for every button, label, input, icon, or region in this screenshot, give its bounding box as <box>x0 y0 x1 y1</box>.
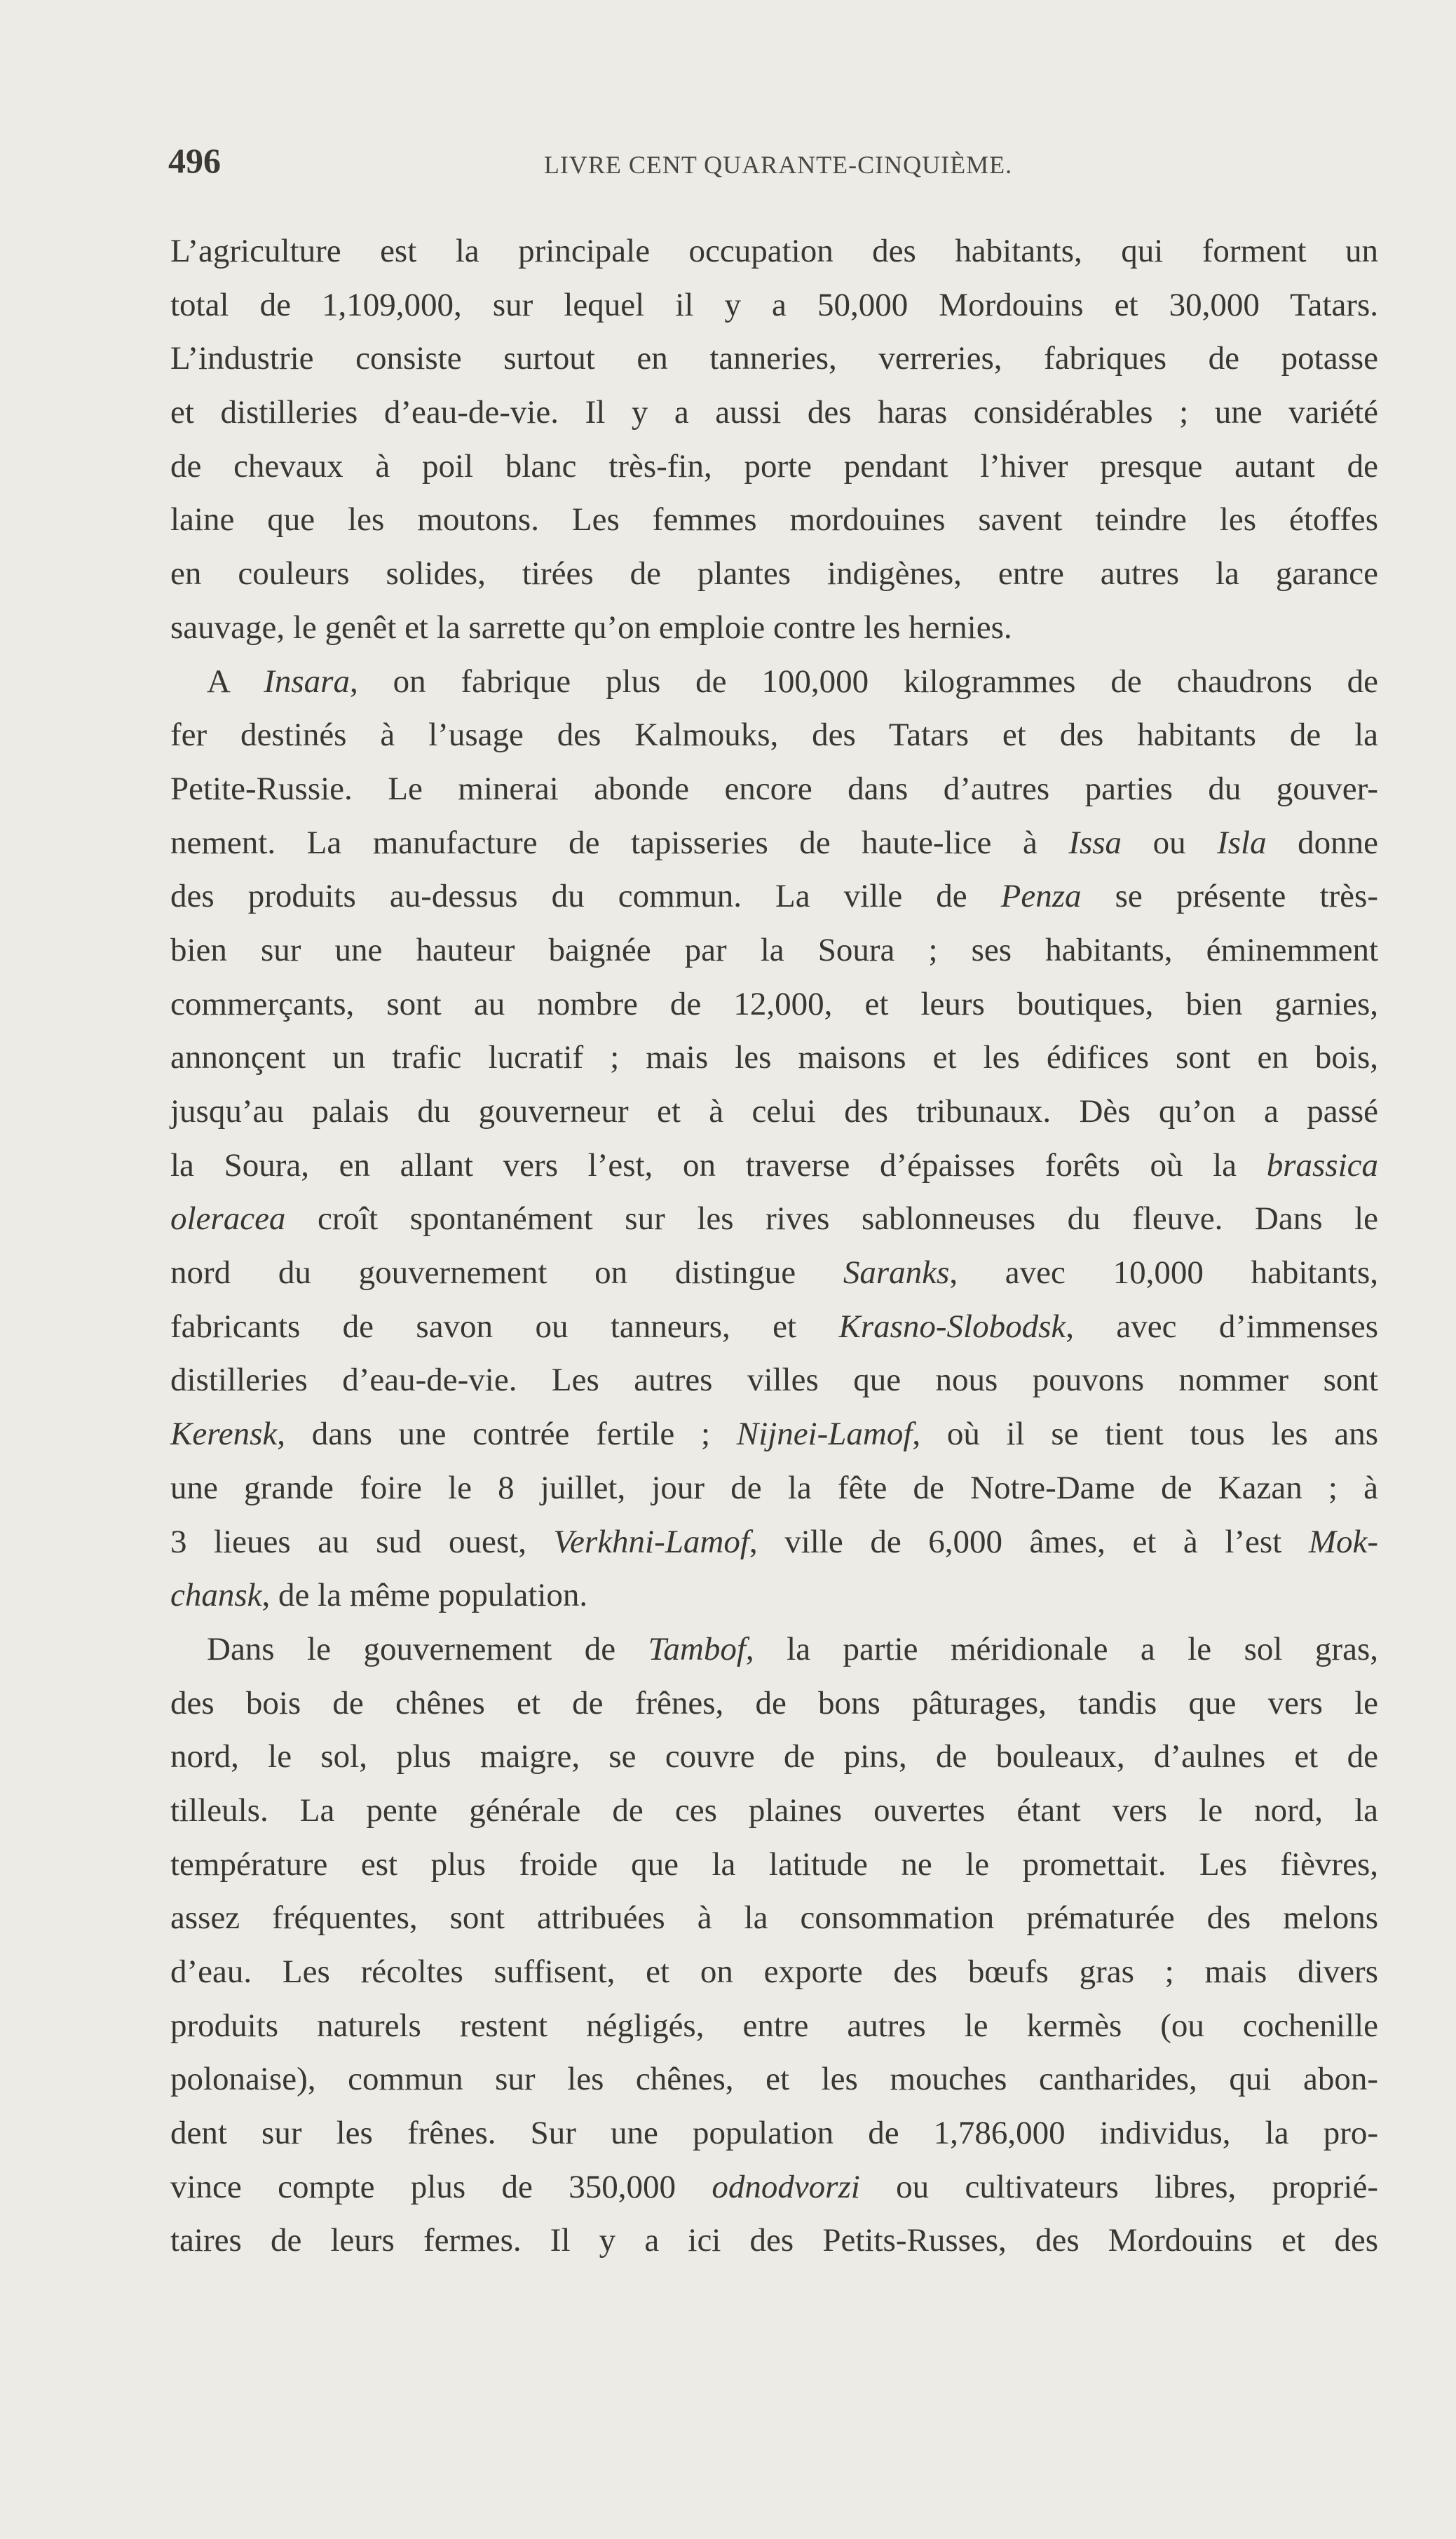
text-line <box>170 1784 1378 1838</box>
text-line <box>170 2160 1378 2214</box>
text-line <box>170 1031 1378 1085</box>
text-line <box>170 1407 1378 1461</box>
running-title: LIVRE CENT QUARANTE-CINQUIÈME. <box>543 151 1013 179</box>
text-segment: fer destinés à l’usage des Kalmouks, des Tatars et des habitants de la <box>170 717 1378 754</box>
text-segment: sauvage, le genêt et la sarrette qu’on emploie contre les hernies. <box>170 609 1012 646</box>
text-segment: température est plus froide que la latitude ne le promettait. Les fièvres, <box>170 1846 1378 1883</box>
text-segment: 3 lieues au sud ouest, <box>170 1523 554 1560</box>
text-line <box>170 869 1378 923</box>
italic-term: Krasno-Slobodsk <box>838 1308 1066 1345</box>
italic-term: oleracea <box>170 1200 286 1238</box>
text-segment: vince compte plus de 350,000 <box>170 2168 712 2205</box>
text-line <box>170 1515 1378 1569</box>
text-segment: se présente très- <box>1081 878 1378 915</box>
text-line <box>170 816 1378 870</box>
text-line <box>170 1353 1378 1407</box>
text-segment: , la partie méridionale a le sol gras, <box>745 1630 1378 1667</box>
text-segment: total de 1,109,000, sur lequel il y a 50,000 Mordouins et 30,000 Tatars. <box>170 286 1378 323</box>
text-line <box>170 601 1378 655</box>
text-line <box>170 1300 1378 1354</box>
text-line <box>170 2214 1378 2268</box>
italic-term: Kerensk <box>170 1416 278 1453</box>
text-segment: L’agriculture est la principale occupation des habitants, qui forment un <box>170 233 1378 269</box>
text-segment: , avec 10,000 habitants, <box>949 1254 1378 1292</box>
text-line <box>170 386 1378 440</box>
italic-term: Penza <box>1000 878 1082 915</box>
text-line <box>170 1891 1378 1945</box>
text-segment: Dans le gouvernement de <box>207 1630 648 1667</box>
italic-term: Saranks <box>843 1254 950 1292</box>
text-segment: la Soura, en allant vers l’est, on traverse d’épaisses forêts où la <box>170 1146 1267 1184</box>
text-segment: des bois de chênes et de frênes, de bons pâturages, tandis que vers le <box>170 1684 1378 1721</box>
text-line <box>170 1623 1378 1677</box>
text-segment: assez fréquentes, sont attribuées à la consommation prématurée des melons <box>170 1900 1378 1937</box>
text-line <box>170 1139 1378 1193</box>
text-line <box>170 440 1378 494</box>
text-segment: bien sur une hauteur baignée par la Soura ; ses habitants, éminemment <box>170 931 1378 968</box>
text-line <box>170 762 1378 816</box>
text-segment: , avec d’immenses <box>1066 1308 1378 1345</box>
text-line <box>170 1838 1378 1892</box>
text-segment: tilleuls. La pente générale de ces plaines ouvertes étant vers le nord, la <box>170 1792 1378 1829</box>
italic-term: Insara <box>264 663 350 700</box>
text-segment: nord du gouvernement on distingue <box>170 1254 843 1292</box>
text-line <box>170 1246 1378 1300</box>
text-line <box>170 332 1378 386</box>
text-line <box>170 1085 1378 1139</box>
italic-term: Isla <box>1217 824 1267 861</box>
text-segment: croît spontanément sur les rives sablonneuses du fleuve. Dans le <box>285 1200 1378 1238</box>
text-line <box>170 278 1378 332</box>
italic-term: Issa <box>1068 824 1122 861</box>
text-segment: ou <box>1122 824 1218 861</box>
text-line <box>170 224 1378 278</box>
italic-term: Mok- <box>1308 1523 1378 1560</box>
text-line <box>170 1999 1378 2053</box>
text-line <box>170 1730 1378 1784</box>
text-segment: laine que les moutons. Les femmes mordouines savent teindre les étoffes <box>170 501 1378 539</box>
text-segment: , où il se tient tous les ans <box>912 1416 1379 1453</box>
text-line <box>170 547 1378 601</box>
text-segment: des produits au-dessus du commun. La ville de <box>170 878 1001 915</box>
text-line <box>170 1461 1378 1515</box>
text-segment: fabricants de savon ou tanneurs, et <box>170 1308 839 1345</box>
text-segment: taires de leurs fermes. Il y a ici des Petits-Russes, des Mordouins et des <box>170 2222 1378 2259</box>
italic-term: Tambof <box>648 1630 746 1667</box>
text-segment: commerçants, sont au nombre de 12,000, et leurs boutiques, bien garnies, <box>170 985 1378 1022</box>
text-line <box>170 655 1378 709</box>
text-line <box>170 1569 1378 1623</box>
text-segment: nord, le sol, plus maigre, se couvre de pins, de bouleaux, d’aulnes et de <box>170 1738 1378 1775</box>
italic-term: Verkhni-Lamof <box>553 1523 749 1560</box>
text-segment: , de la même population. <box>261 1577 588 1614</box>
text-line <box>170 1677 1378 1731</box>
text-line <box>170 1945 1378 1999</box>
text-line <box>170 923 1378 977</box>
italic-term: Nijnei-Lamof <box>736 1416 913 1453</box>
text-segment: , on fabrique plus de 100,000 kilogrammes de chaudrons de <box>349 663 1378 700</box>
text-segment: Petite-Russie. Le minerai abonde encore dans d’autres parties du gouver- <box>170 770 1378 807</box>
italic-term: chansk <box>170 1577 262 1614</box>
text-line <box>170 493 1378 547</box>
text-segment: en couleurs solides, tirées de plantes indigènes, entre autres la garance <box>170 555 1378 593</box>
text-segment: une grande foire le 8 juillet, jour de la fête de Notre-Dame de Kazan ; à <box>170 1469 1378 1506</box>
italic-term: odnodvorzi <box>712 2168 860 2205</box>
text-line <box>170 2052 1378 2106</box>
text-segment: produits naturels restent négligés, entre autres le kermès (ou cochenille <box>170 2007 1378 2044</box>
text-segment: distilleries d’eau-de-vie. Les autres villes que nous pouvons nommer sont <box>170 1362 1378 1399</box>
text-segment: A <box>207 663 264 700</box>
page-number: 496 <box>168 141 221 180</box>
text-segment: donne <box>1266 824 1378 861</box>
text-segment: d’eau. Les récoltes suffisent, et on exporte des bœufs gras ; mais divers <box>170 1954 1378 1990</box>
text-line <box>170 708 1378 762</box>
text-segment: nement. La manufacture de tapisseries de haute-lice à <box>170 824 1069 861</box>
text-line <box>170 977 1378 1031</box>
text-segment: de chevaux à poil blanc très-fin, porte pendant l’hiver presque autant de <box>170 447 1378 485</box>
text-segment: jusqu’au palais du gouverneur et à celui des tribunaux. Dès qu’on a passé <box>170 1093 1378 1130</box>
text-segment: dent sur les frênes. Sur une population de 1,786,000 individus, la pro- <box>170 2115 1378 2152</box>
text-segment: , dans une contrée fertile ; <box>277 1416 737 1453</box>
text-line <box>170 1192 1378 1246</box>
text-segment: ou cultivateurs libres, proprié- <box>859 2168 1378 2205</box>
text-line <box>170 2106 1378 2160</box>
text-segment: , ville de 6,000 âmes, et à l’est <box>749 1523 1309 1560</box>
text-segment: annonçent un trafic lucratif ; mais les maisons et les édifices sont en bois, <box>170 1039 1378 1076</box>
text-segment: et distilleries d’eau-de-vie. Il y a aussi des haras considérables ; une variété <box>170 394 1378 431</box>
italic-term: brassica <box>1266 1146 1378 1184</box>
body-text <box>170 224 1378 2268</box>
text-segment: L’industrie consiste surtout en tanneries, verreries, fabriques de potasse <box>170 340 1378 377</box>
text-segment: polonaise), commun sur les chênes, et les mouches cantharides, qui abon- <box>170 2061 1378 2098</box>
